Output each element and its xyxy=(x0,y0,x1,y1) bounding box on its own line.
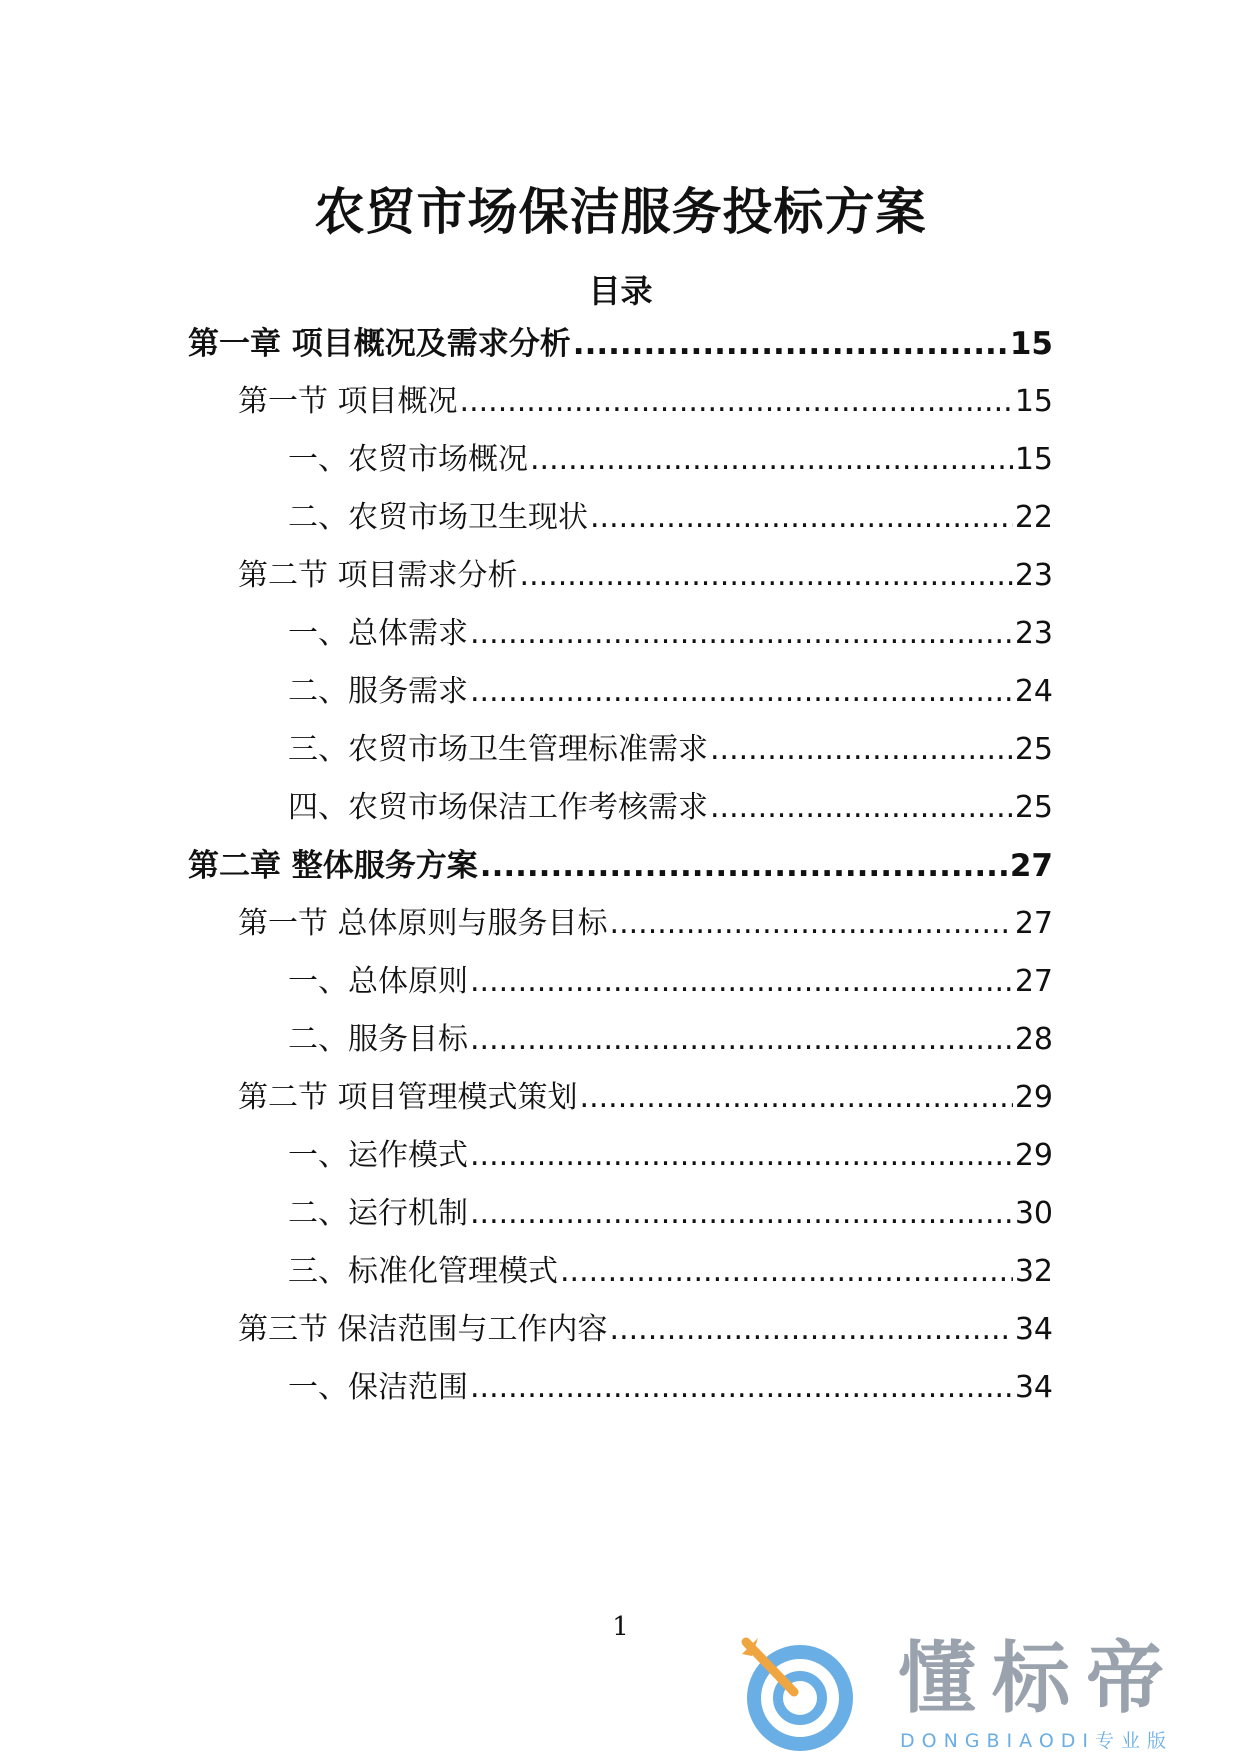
toc-entry[interactable] xyxy=(288,1366,1053,1410)
toc-entry-page: 34 xyxy=(1014,1370,1053,1405)
toc-entry-page: 27 xyxy=(1009,848,1053,884)
toc-dot-leader xyxy=(590,496,1013,540)
toc-entry[interactable] xyxy=(288,1192,1053,1236)
toc-entry-title: 一、农贸市场概况 xyxy=(288,442,528,477)
watermark xyxy=(738,1622,1218,1754)
toc-dot-leader xyxy=(470,670,1013,714)
toc-entry-title: 第一节 总体原则与服务目标 xyxy=(238,906,608,941)
toc-entry-title: 二、农贸市场卫生现状 xyxy=(288,500,588,535)
toc-entry-page: 23 xyxy=(1014,558,1053,593)
toc-entry[interactable] xyxy=(288,960,1053,1004)
toc-entry-title: 第二章 整体服务方案 xyxy=(188,848,478,884)
toc-dot-leader xyxy=(470,1366,1013,1410)
toc-entry-page: 27 xyxy=(1014,906,1053,941)
toc-dot-leader xyxy=(520,554,1013,598)
toc-entry-title: 二、服务需求 xyxy=(288,674,468,709)
toc-entry[interactable] xyxy=(238,902,1053,946)
toc-entry[interactable] xyxy=(238,1308,1053,1352)
toc-heading: 目录 xyxy=(588,272,653,310)
toc-dot-leader xyxy=(610,1308,1013,1352)
toc-entry-page: 29 xyxy=(1014,1138,1053,1173)
watermark-subtitle: DONGBIAODI专业版 xyxy=(900,1730,1174,1752)
toc-dot-leader xyxy=(480,844,1008,888)
toc-dot-leader xyxy=(710,728,1013,772)
toc-entry[interactable] xyxy=(288,728,1053,772)
toc-entry-page: 34 xyxy=(1014,1312,1053,1347)
toc-entry-title: 第一章 项目概况及需求分析 xyxy=(188,326,571,362)
toc-entry-page: 32 xyxy=(1014,1254,1053,1289)
toc-entry-page: 15 xyxy=(1009,326,1053,362)
toc-dot-leader xyxy=(470,960,1013,1004)
toc-entry-page: 28 xyxy=(1014,1022,1053,1057)
toc-entry[interactable] xyxy=(288,612,1053,656)
document-title: 农贸市场保洁服务投标方案 xyxy=(314,183,927,241)
toc-entry-title: 一、总体需求 xyxy=(288,616,468,651)
toc-dot-leader xyxy=(530,438,1013,482)
toc-dot-leader xyxy=(610,902,1013,946)
toc-entry-page: 24 xyxy=(1014,674,1053,709)
toc-entry-page: 27 xyxy=(1014,964,1053,999)
toc-dot-leader xyxy=(710,786,1013,830)
toc-entry[interactable] xyxy=(238,554,1053,598)
toc-entry[interactable] xyxy=(288,1250,1053,1294)
toc-dot-leader xyxy=(470,612,1013,656)
toc-dot-leader xyxy=(573,322,1008,366)
toc-entry-title: 二、运行机制 xyxy=(288,1196,468,1231)
toc-entry-title: 第一节 项目概况 xyxy=(238,384,458,419)
toc-entry-title: 一、总体原则 xyxy=(288,964,468,999)
toc-dot-leader xyxy=(580,1076,1013,1120)
toc-dot-leader xyxy=(470,1018,1013,1062)
toc-entry-title: 一、保洁范围 xyxy=(288,1370,468,1405)
toc-entry[interactable] xyxy=(288,1018,1053,1062)
toc-entry[interactable] xyxy=(288,786,1053,830)
toc-entry-title: 一、运作模式 xyxy=(288,1138,468,1173)
toc-entry[interactable] xyxy=(288,1134,1053,1178)
toc-entry-title: 四、农贸市场保洁工作考核需求 xyxy=(288,790,708,825)
toc-entry[interactable] xyxy=(238,1076,1053,1120)
toc-entry-page: 30 xyxy=(1014,1196,1053,1231)
toc-entry-title: 第二节 项目管理模式策划 xyxy=(238,1080,578,1115)
toc-entry-title: 三、标准化管理模式 xyxy=(288,1254,558,1289)
toc-entry[interactable] xyxy=(288,438,1053,482)
toc-entry[interactable] xyxy=(238,380,1053,424)
toc-dot-leader xyxy=(470,1134,1013,1178)
watermark-brand: 懂标帝 xyxy=(898,1634,1181,1724)
toc-entry-page: 29 xyxy=(1014,1080,1053,1115)
toc-dot-leader xyxy=(460,380,1013,424)
toc-entry-title: 三、农贸市场卫生管理标准需求 xyxy=(288,732,708,767)
toc-dot-leader xyxy=(560,1250,1013,1294)
toc-entry-title: 第三节 保洁范围与工作内容 xyxy=(238,1312,608,1347)
toc-entry[interactable] xyxy=(188,844,1053,888)
toc-entry-page: 22 xyxy=(1014,500,1053,535)
toc-dot-leader xyxy=(470,1192,1013,1236)
toc-entry-page: 15 xyxy=(1014,442,1053,477)
toc-entry[interactable] xyxy=(288,496,1053,540)
toc-entry-page: 15 xyxy=(1014,384,1053,419)
toc-entry-page: 25 xyxy=(1014,790,1053,825)
toc-entry-page: 23 xyxy=(1014,616,1053,651)
toc-entry[interactable] xyxy=(288,670,1053,714)
target-arrow-icon xyxy=(738,1634,858,1754)
toc-entry-page: 25 xyxy=(1014,732,1053,767)
page-number: 1 xyxy=(612,1612,629,1642)
toc-entry-title: 第二节 项目需求分析 xyxy=(238,558,518,593)
toc-entry-title: 二、服务目标 xyxy=(288,1022,468,1057)
toc-entry[interactable] xyxy=(188,322,1053,366)
